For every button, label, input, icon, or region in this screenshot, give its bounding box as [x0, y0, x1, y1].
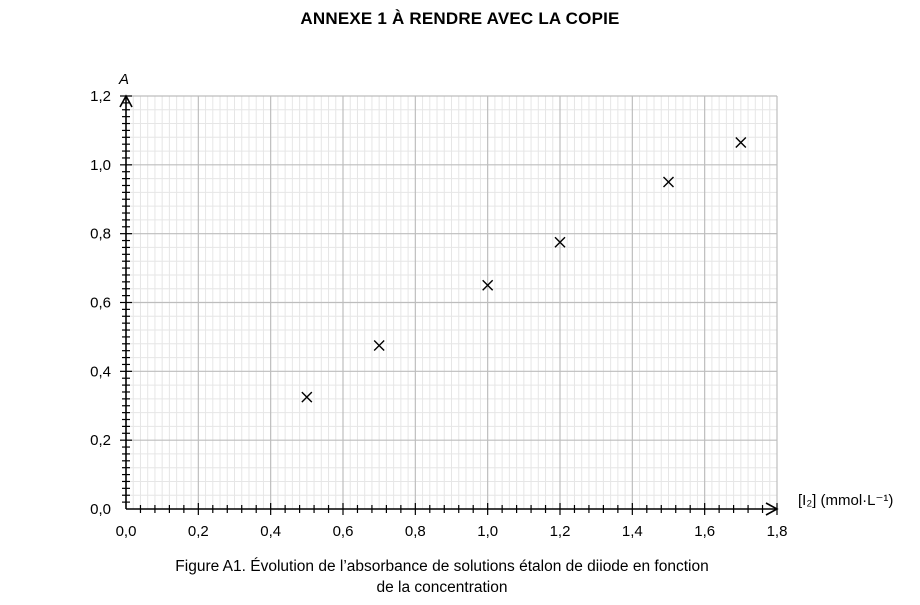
- axis-ticks: [120, 96, 777, 515]
- x-tick-label: 1,6: [694, 523, 716, 540]
- x-tick-label: 1,8: [766, 523, 788, 540]
- y-tick-label: 0,2: [90, 432, 111, 450]
- x-tick-label: 1,0: [477, 523, 499, 540]
- y-tick-label: 0,4: [90, 363, 111, 381]
- y-tick-label: 0,0: [90, 501, 111, 518]
- caption-line-2: de la concentration: [376, 579, 508, 596]
- x-tick-label: 0,0: [115, 523, 137, 540]
- x-tick-label: 1,2: [549, 523, 571, 540]
- caption-line-1: Figure A1. Évolution de l’absorbance de solutions étalon de diiode en fonction: [175, 558, 709, 575]
- y-tick-label: 0,8: [90, 225, 111, 243]
- y-tick-label: 0,6: [90, 294, 111, 312]
- x-tick-label: 0,2: [187, 523, 209, 540]
- x-tick-label: 0,4: [260, 523, 282, 540]
- y-axis-title: A: [118, 71, 130, 88]
- x-tick-label: 1,4: [621, 523, 643, 540]
- x-tick-label: 0,8: [404, 523, 426, 540]
- axes: [120, 96, 777, 515]
- x-tick-label: 0,6: [332, 523, 354, 540]
- y-tick-label: 1,2: [90, 88, 111, 105]
- page-title: ANNEXE 1 À RENDRE AVEC LA COPIE: [300, 9, 620, 28]
- x-axis-title: [I₂] (mmol·L⁻¹): [798, 492, 894, 509]
- figure-caption: [112, 556, 772, 598]
- y-tick-label: 1,0: [90, 156, 111, 174]
